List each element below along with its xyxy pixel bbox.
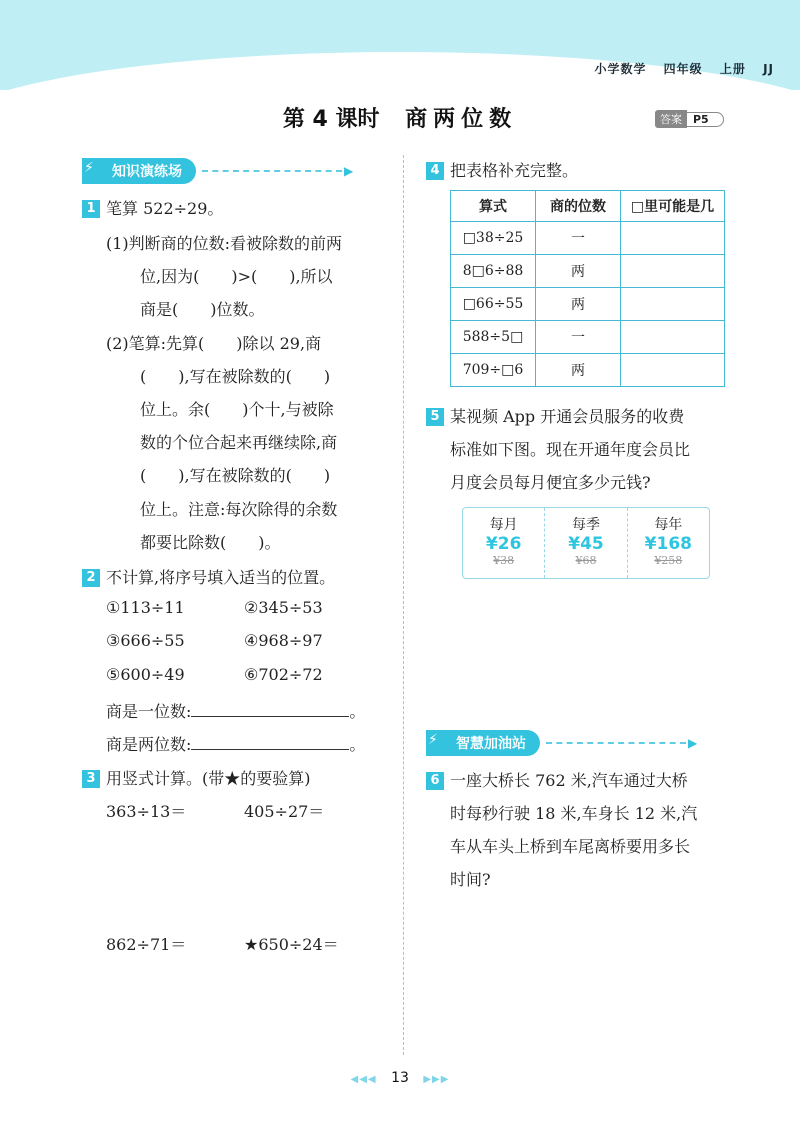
bonus-banner-label: 智慧加油站	[426, 730, 540, 756]
page-number: 13	[391, 1070, 409, 1086]
q2-item: ④968÷97	[244, 631, 323, 650]
table-row	[451, 354, 725, 387]
q3-stem	[82, 766, 311, 789]
table-answer-cell[interactable]	[621, 222, 725, 255]
q6-stem	[426, 768, 688, 791]
table-cell: 709÷□6	[451, 354, 536, 387]
practice-banner	[82, 158, 353, 184]
q3-expr: 363÷13＝	[106, 802, 187, 821]
pricing-panel	[462, 507, 710, 579]
q2-fill2-label: 商是两位数:	[106, 735, 192, 754]
plan-name: 每年	[654, 517, 683, 533]
plan-yearly	[627, 508, 709, 578]
q2-fill1-end: 。	[349, 702, 366, 721]
q2-stem	[82, 565, 335, 588]
table-cell: 两	[536, 354, 621, 387]
q3-expr: 862÷71＝	[106, 935, 187, 954]
answer-tag	[655, 110, 724, 128]
q5-line: 月度会员每月便宜多少元钱?	[450, 473, 651, 492]
q2-item: ③666÷55	[106, 631, 185, 650]
q1-line: 位上。注意:每次除得的余数	[140, 500, 338, 519]
q2-item: ①113÷11	[106, 598, 185, 617]
q2-fill-two-digit	[106, 732, 365, 755]
book-info	[582, 60, 774, 77]
q4-text: 把表格补充完整。	[450, 161, 579, 180]
q1-line: 数的个位合起来再继续除,商	[140, 433, 338, 452]
table-header: □里可能是几	[621, 191, 725, 222]
table-row	[451, 255, 725, 288]
table-answer-cell[interactable]	[621, 354, 725, 387]
banner-arrow-icon: ▶	[344, 164, 354, 178]
bonus-banner	[426, 730, 697, 756]
plan-price: ¥45	[568, 534, 604, 554]
q1-line: ( ),写在被除数的( )	[140, 367, 331, 386]
q2-text: 不计算,将序号填入适当的位置。	[106, 568, 336, 587]
table-cell: 两	[536, 288, 621, 321]
q2-item: ⑤600÷49	[106, 665, 185, 684]
table-cell: 8□6÷88	[451, 255, 536, 288]
volume-label: 上册	[719, 62, 746, 76]
q3-expr: ★650÷24＝	[244, 935, 339, 954]
q6-line: 车从车头上桥到车尾离桥要用多长	[450, 837, 691, 856]
banner-dash	[202, 170, 342, 172]
answer-blank[interactable]	[191, 716, 349, 717]
banner-dash	[546, 742, 686, 744]
q1-number: 1	[82, 200, 100, 218]
q2-fill2-end: 。	[349, 735, 366, 754]
page-footer	[0, 1070, 800, 1086]
q2-number: 2	[82, 569, 100, 587]
q4-table	[450, 190, 725, 387]
q3-number: 3	[82, 770, 100, 788]
plan-price: ¥168	[644, 534, 692, 554]
table-row	[451, 222, 725, 255]
q2-fill-one-digit	[106, 699, 365, 722]
q3-text: 用竖式计算。(带★的要验算)	[106, 769, 311, 788]
table-cell: 一	[536, 321, 621, 354]
q1-line: (2)笔算:先算( )除以 29,商	[106, 334, 322, 353]
q6-line: 时间?	[450, 870, 491, 889]
q5-number: 5	[426, 408, 444, 426]
q6-line: 一座大桥长 762 米,汽车通过大桥	[450, 771, 688, 790]
q1-line: 都要比除数( )。	[140, 533, 281, 552]
table-cell: □66÷55	[451, 288, 536, 321]
lesson-title: 商两位数	[405, 107, 518, 132]
subject-label: 小学数学	[594, 62, 647, 76]
q4-stem	[426, 158, 578, 181]
q1-line: 位上。余( )个十,与被除	[140, 400, 334, 419]
table-cell: 一	[536, 222, 621, 255]
table-header: 算式	[451, 191, 536, 222]
q2-fill1-label: 商是一位数:	[106, 702, 192, 721]
q1-stem	[82, 196, 223, 219]
answer-blank[interactable]	[191, 749, 349, 750]
plan-old-price: ¥38	[493, 554, 515, 567]
q1-line: 位,因为( )>( ),所以	[140, 267, 333, 286]
practice-banner-label: 知识演练场	[82, 158, 196, 184]
q1-line: ( ),写在被除数的( )	[140, 466, 331, 485]
q3-expr: 405÷27＝	[244, 802, 325, 821]
q1-text: 笔算 522÷29。	[106, 199, 224, 218]
q5-stem	[426, 404, 684, 427]
q6-number: 6	[426, 772, 444, 790]
answer-page: P5	[687, 112, 724, 127]
q6-line: 时每秒行驶 18 米,车身长 12 米,汽	[450, 804, 698, 823]
table-row	[451, 288, 725, 321]
plan-price: ¥26	[485, 534, 522, 554]
q5-line: 标准如下图。现在开通年度会员比	[450, 440, 691, 459]
banner-logo-icon: ⚡	[428, 732, 438, 748]
q4-number: 4	[426, 162, 444, 180]
table-cell: 588÷5□	[451, 321, 536, 354]
table-cell: □38÷25	[451, 222, 536, 255]
grade-label: 四年级	[663, 62, 703, 76]
plan-quarterly	[544, 508, 626, 578]
edition-label: JJ	[763, 62, 774, 76]
lesson-number: 第 4 课时	[282, 107, 380, 132]
answer-label: 答案	[655, 110, 687, 128]
table-row	[451, 321, 725, 354]
q2-item: ②345÷53	[244, 598, 323, 617]
q1-line: (1)判断商的位数:看被除数的前两	[106, 234, 343, 253]
q5-line: 某视频 App 开通会员服务的收费	[450, 407, 685, 426]
table-answer-cell[interactable]	[621, 288, 725, 321]
table-answer-cell[interactable]	[621, 255, 725, 288]
banner-logo-icon: ⚡	[84, 160, 94, 176]
column-divider	[403, 155, 404, 1055]
plan-name: 每季	[571, 517, 600, 533]
plan-name: 每月	[489, 517, 518, 533]
banner-arrow-icon: ▶	[688, 736, 698, 750]
next-arrows-icon: ▶▶▶	[423, 1074, 450, 1085]
plan-old-price: ¥258	[654, 554, 683, 567]
table-cell: 两	[536, 255, 621, 288]
table-header-row	[451, 191, 725, 222]
prev-arrows-icon: ◀◀◀	[350, 1074, 377, 1085]
q2-item: ⑥702÷72	[244, 665, 323, 684]
q1-line: 商是( )位数。	[140, 300, 265, 319]
plan-monthly	[463, 508, 544, 578]
table-header: 商的位数	[536, 191, 621, 222]
plan-old-price: ¥68	[575, 554, 597, 567]
table-answer-cell[interactable]	[621, 321, 725, 354]
